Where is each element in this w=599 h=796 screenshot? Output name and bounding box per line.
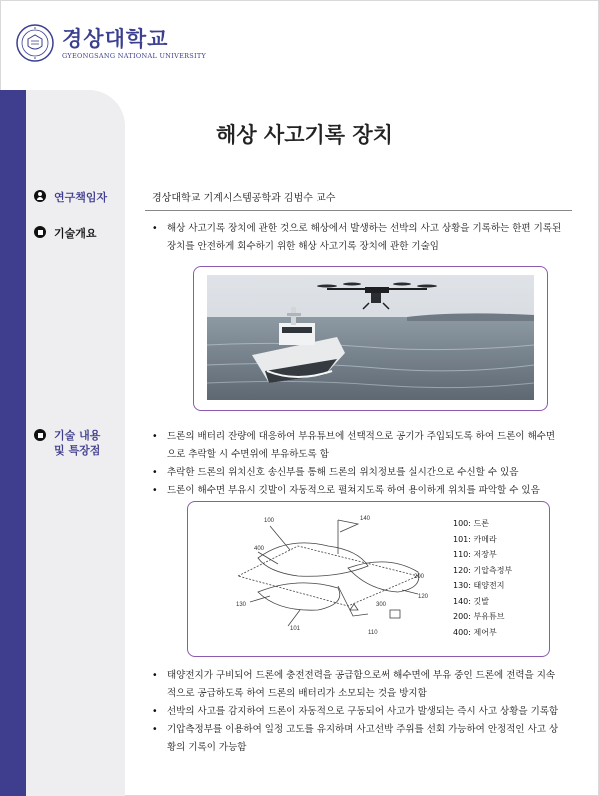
label-overview-text: 기술개요 <box>54 227 97 240</box>
photo-frame <box>193 266 548 411</box>
legend-item: 140: 깃발 <box>453 596 489 606</box>
label-overview <box>34 225 97 241</box>
label-features-line2: 및 특장점 <box>54 444 101 457</box>
label-features <box>34 428 100 458</box>
label-features-line1: 기술 내용 <box>54 429 101 442</box>
list-item: • 드론이 해수면 부유시 깃발이 자동적으로 펼쳐지도록 하여 용이하게 위치를 파악할 수 있음 <box>152 482 562 500</box>
features-list-top <box>152 428 562 500</box>
overview-list <box>152 220 562 256</box>
diagram-frame <box>187 501 550 657</box>
legend-item: 130: 태양전지 <box>453 581 505 590</box>
list-item: • 기압측정부를 이용하여 일정 고도를 유지하며 사고선박 주위를 선회 가능하여 안정적인 사고 상황의 기록이 가능함 <box>152 721 562 757</box>
diagram-label: 400 <box>254 546 265 552</box>
logo-korean-name: 경상대학교 <box>62 26 169 51</box>
diagram-label: 130 <box>236 602 247 608</box>
logo-english-name: GYEONGSANG NATIONAL UNIVERSITY <box>62 51 207 60</box>
diagram-label: 100 <box>264 518 275 524</box>
person-icon <box>34 190 46 202</box>
list-item: • 드론의 배터리 잔량에 대응하여 부유튜브에 선택적으로 공기가 주입되도록 하여 드론이 해수면으로 추락할 시 수면위에 부유하도록 함 <box>152 428 562 464</box>
square-bullet-icon <box>34 429 46 441</box>
diagram-label: 101 <box>290 626 301 632</box>
legend-item: 100: 드론 <box>453 519 489 528</box>
list-item: • 추락한 드론의 위치신호 송신부를 통해 드론의 위치정보를 실시간으로 수신할 수 있음 <box>152 464 562 482</box>
researcher-value: 경상대학교 기계시스템공학과 김범수 교수 <box>152 193 336 204</box>
label-researcher-text: 연구책임자 <box>54 191 108 204</box>
legend-item: 120: 기압측정부 <box>453 565 513 575</box>
features-list-bottom <box>152 667 562 757</box>
diagram-label: 140 <box>360 516 371 522</box>
diagram-label: 120 <box>418 594 429 600</box>
label-researcher <box>34 189 107 205</box>
legend-item: 110: 저장부 <box>453 550 497 559</box>
patent-diagram <box>218 506 478 656</box>
list-item: • 해상 사고기록 장치에 관한 것으로 해상에서 발생하는 선박의 사고 상황을 기록하는 한편 기록된 장치를 안전하게 회수하기 위한 해상 사고기록 장치에 관한 기술임 <box>152 220 562 256</box>
divider <box>145 210 572 211</box>
diagram-label: 300 <box>376 602 387 608</box>
legend-item: 400: 제어부 <box>453 627 497 637</box>
sidebar-accent-bar <box>0 90 26 796</box>
legend-item: 101: 카메라 <box>453 534 497 544</box>
ship-drone-photo <box>207 275 534 400</box>
diagram-label: 110 <box>368 630 378 636</box>
diagram-label: 200 <box>414 574 425 580</box>
legend-item: 200: 부유튜브 <box>453 612 505 621</box>
list-item: • 선박의 사고를 감지하여 드론이 자동적으로 구동되어 사고가 발생되는 즉시 사고 상황을 기록함 <box>152 703 562 721</box>
square-bullet-icon <box>34 226 46 238</box>
diagram-legend <box>453 516 512 640</box>
list-item: • 태양전지가 구비되어 드론에 충전전력을 공급함으로써 해수면에 부유 중인 드론에 전력을 지속적으로 공급하도록 하여 드론의 배터리가 소모되는 것을 방지함 <box>152 667 562 703</box>
university-logo <box>16 24 206 62</box>
page-title: 해상 사고기록 장치 <box>216 123 393 147</box>
university-seal-icon <box>16 24 54 62</box>
